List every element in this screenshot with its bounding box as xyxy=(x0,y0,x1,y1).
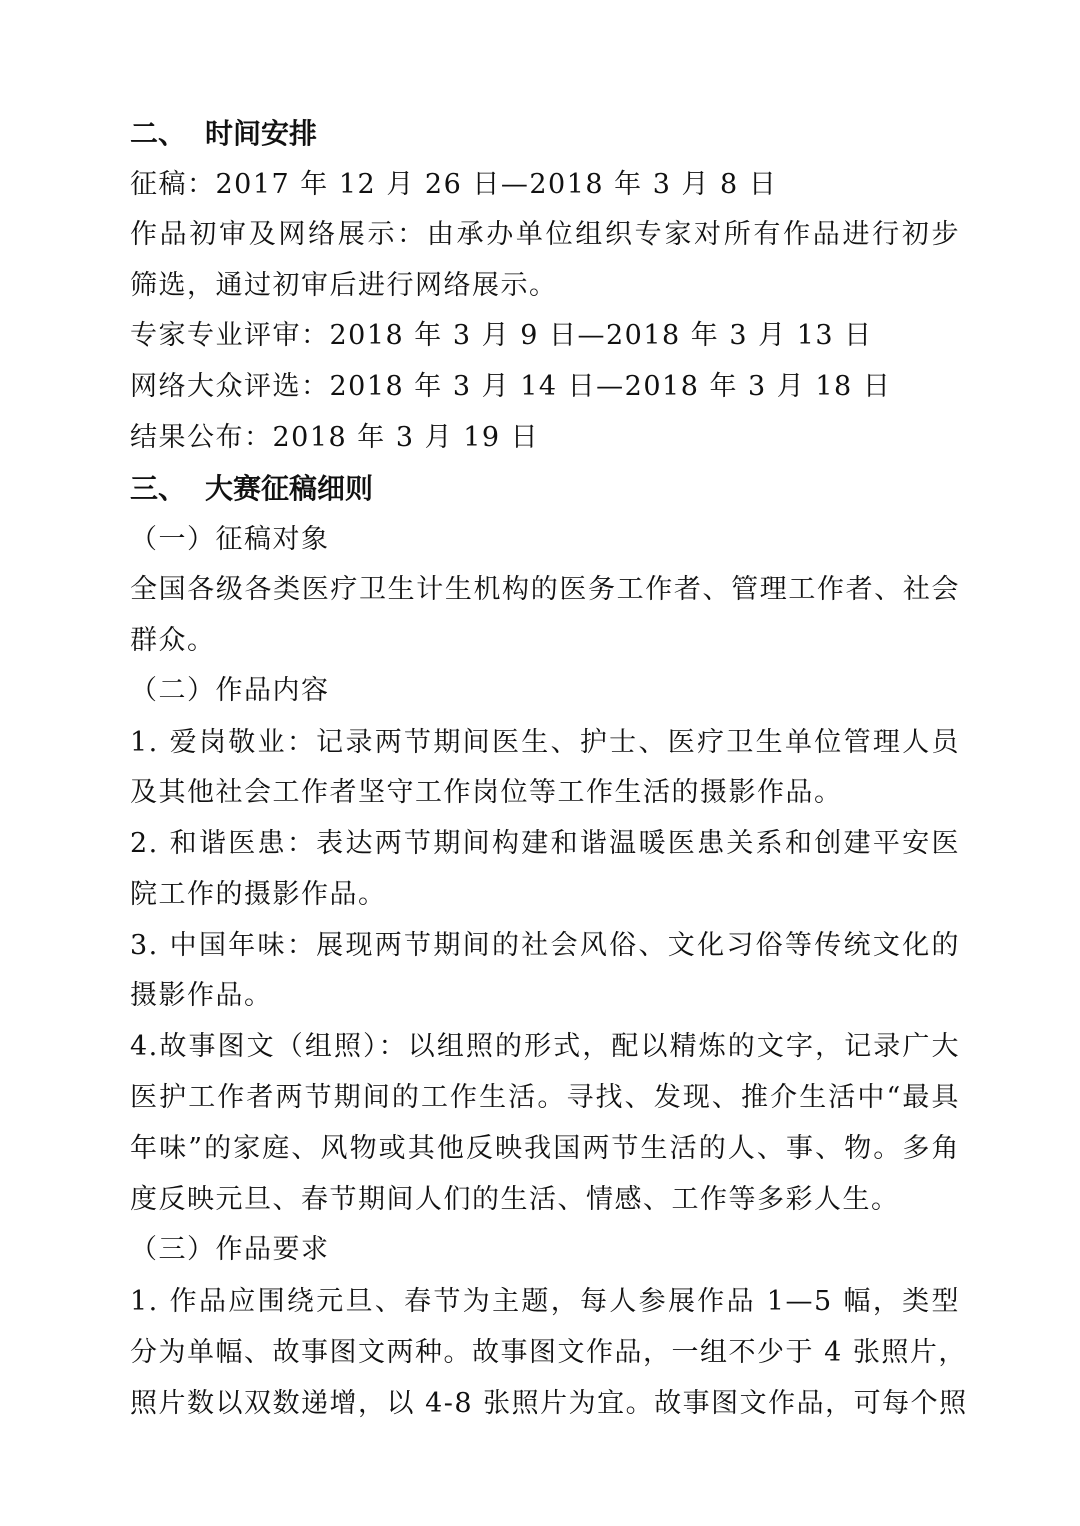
paragraph-line: 照片数以双数递增，以 4-8 张照片为宜。故事图文作品，可每个照 xyxy=(130,1388,968,1419)
paragraph-line: 医护工作者两节期间的工作生活。寻找、发现、推介生活中“最具 xyxy=(130,1082,960,1113)
paragraph-line: 筛选，通过初审后进行网络展示。 xyxy=(130,270,558,301)
paragraph-line: 分为单幅、故事图文两种。故事图文作品，一组不少于 4 张照片， xyxy=(130,1337,967,1368)
section-number: 二、 xyxy=(130,117,187,150)
paragraph-line: 3. 中国年味：展现两节期间的社会风俗、文化习俗等传统文化的 xyxy=(130,930,960,961)
paragraph-line: 群众。 xyxy=(130,625,216,656)
paragraph-line: 度反映元旦、春节期间人们的生活、情感、工作等多彩人生。 xyxy=(130,1184,900,1215)
section-number: 三、 xyxy=(130,472,187,505)
paragraph-line: 及其他社会工作者坚守工作岗位等工作生活的摄影作品。 xyxy=(130,777,843,808)
subsection-heading: （一）征稿对象 xyxy=(130,524,330,555)
paragraph-line: 摄影作品。 xyxy=(130,980,273,1011)
subsection-heading: （三）作品要求 xyxy=(130,1234,330,1265)
paragraph-line: 1. 作品应围绕元旦、春节为主题，每人参展作品 1—5 幅，类型 xyxy=(130,1286,960,1317)
paragraph-line: 作品初审及网络展示：由承办单位组织专家对所有作品进行初步 xyxy=(130,219,960,250)
paragraph-line: 结果公布：2018 年 3 月 19 日 xyxy=(130,422,540,453)
paragraph-line: 院工作的摄影作品。 xyxy=(130,879,387,910)
section-heading-submission-rules xyxy=(130,469,960,509)
paragraph-line: 年味”的家庭、风物或其他反映我国两节生活的人、事、物。多角 xyxy=(130,1133,960,1164)
paragraph-line: 网络大众评选：2018 年 3 月 14 日—2018 年 3 月 18 日 xyxy=(130,371,892,402)
subsection-heading: （二）作品内容 xyxy=(130,675,330,706)
section-heading-schedule xyxy=(130,114,960,154)
paragraph-line: 1. 爱岗敬业：记录两节期间医生、护士、医疗卫生单位管理人员 xyxy=(130,727,960,758)
paragraph-line: 全国各级各类医疗卫生计生机构的医务工作者、管理工作者、社会 xyxy=(130,574,960,605)
paragraph-line: 专家专业评审：2018 年 3 月 9 日—2018 年 3 月 13 日 xyxy=(130,320,873,351)
section-title: 时间安排 xyxy=(205,117,318,150)
paragraph-line: 2. 和谐医患：表达两节期间构建和谐温暖医患关系和创建平安医 xyxy=(130,828,960,859)
paragraph-line: 4.故事图文（组照）：以组照的形式，配以精炼的文字，记录广大 xyxy=(130,1031,960,1062)
section-title: 大赛征稿细则 xyxy=(205,472,374,505)
paragraph-line: 征稿：2017 年 12 月 26 日—2018 年 3 月 8 日 xyxy=(130,169,778,200)
